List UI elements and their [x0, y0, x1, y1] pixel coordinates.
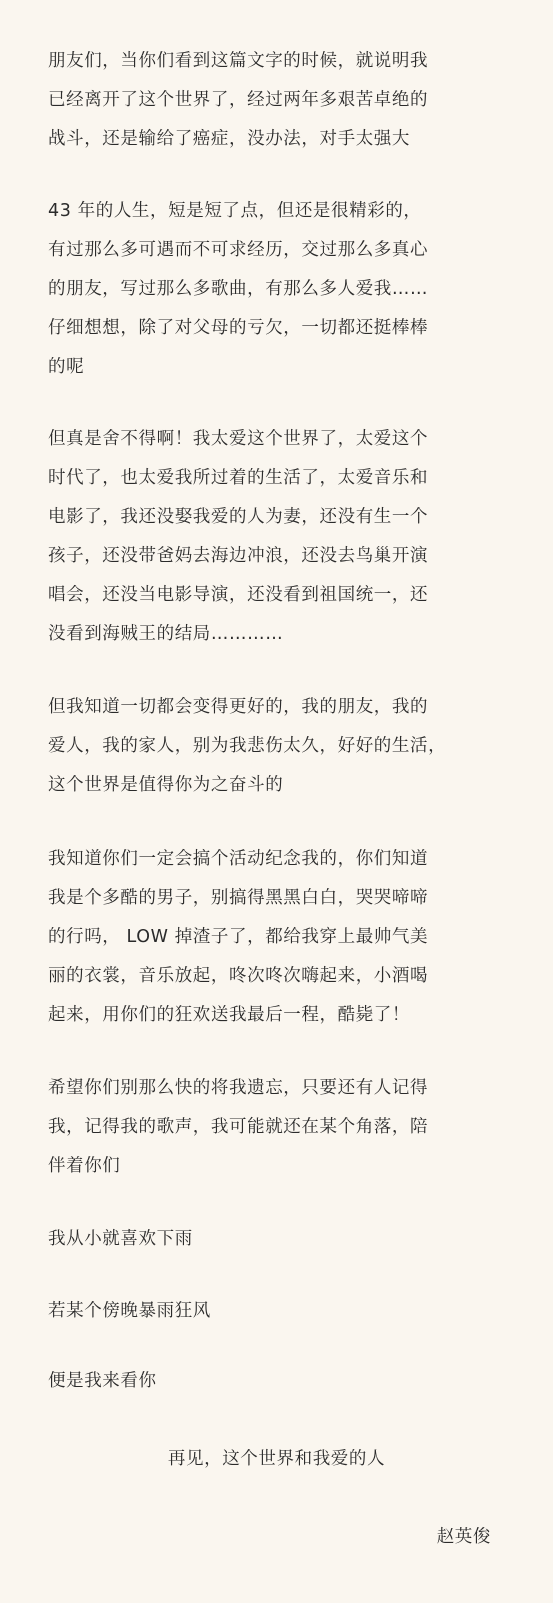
paragraph-2: [48, 192, 508, 387]
text-line: 时代了，也太爱我所过着的生活了，太爱音乐和: [48, 468, 429, 488]
text-line: 但真是舍不得啊！我太爱这个世界了，太爱这个: [48, 429, 429, 449]
text-line: 的行吗， LOW 掉渣子了，都给我穿上最帅气美: [48, 927, 429, 947]
text-line: 战斗，还是输给了癌症，没办法，对手太强大: [48, 129, 410, 149]
poem-line-2: 若某个傍晚暴雨狂风: [48, 1301, 211, 1321]
text-line: 有过那么多可遇而不可求经历，交过那么多真心: [48, 240, 429, 260]
text-line: 孩子，还没带爸妈去海边冲浪，还没去鸟巢开演: [48, 546, 429, 566]
paragraph-3: [48, 420, 508, 654]
text-line: 电影了，我还没娶我爱的人为妻，还没有生一个: [48, 507, 429, 527]
farewell-line: 再见，这个世界和我爱的人: [167, 1449, 386, 1469]
paragraph-5: [48, 840, 508, 1035]
paragraph-4: [48, 688, 508, 805]
signature: 赵英俊: [436, 1527, 491, 1547]
text-line: 我是个多酷的男子，别搞得黑黑白白，哭哭啼啼: [48, 888, 429, 908]
text-line: 的呢: [48, 357, 85, 377]
text-line: 已经离开了这个世界了，经过两年多艰苦卓绝的: [48, 90, 429, 110]
text-line: 这个世界是值得你为之奋斗的: [48, 775, 284, 795]
text-line: 希望你们别那么快的将我遗忘，只要还有人记得: [48, 1078, 429, 1098]
text-line: 仔细想想，除了对父母的亏欠，一切都还挺棒棒: [48, 318, 429, 338]
text-line: 43 年的人生，短是短了点，但还是很精彩的，: [48, 201, 422, 221]
text-line: 没看到海贼王的结局…………: [48, 624, 284, 644]
text-line: 起来，用你们的狂欢送我最后一程，酷毙了！: [48, 1005, 410, 1025]
text-line: 丽的衣裳，音乐放起，咚次咚次嗨起来，小酒喝: [48, 966, 429, 986]
text-line: 朋友们，当你们看到这篇文字的时候，就说明我: [48, 51, 429, 71]
poem-line-3: 便是我来看你: [48, 1371, 157, 1391]
text-line: 我知道你们一定会搞个活动纪念我的，你们知道: [48, 849, 429, 869]
text-line: 但我知道一切都会变得更好的，我的朋友，我的: [48, 697, 429, 717]
text-line: 唱会，还没当电影导演，还没看到祖国统一，还: [48, 585, 429, 605]
text-line: 的朋友，写过那么多歌曲，有那么多人爱我……: [48, 279, 429, 299]
poem-line-1: 我从小就喜欢下雨: [48, 1229, 193, 1249]
paragraph-1: [48, 42, 508, 159]
text-line: 爱人，我的家人，别为我悲伤太久，好好的生活，: [48, 736, 447, 756]
text-line: 我，记得我的歌声，我可能就还在某个角落，陪: [48, 1117, 429, 1137]
text-line: 伴着你们: [48, 1156, 121, 1176]
paragraph-6: [48, 1069, 508, 1186]
